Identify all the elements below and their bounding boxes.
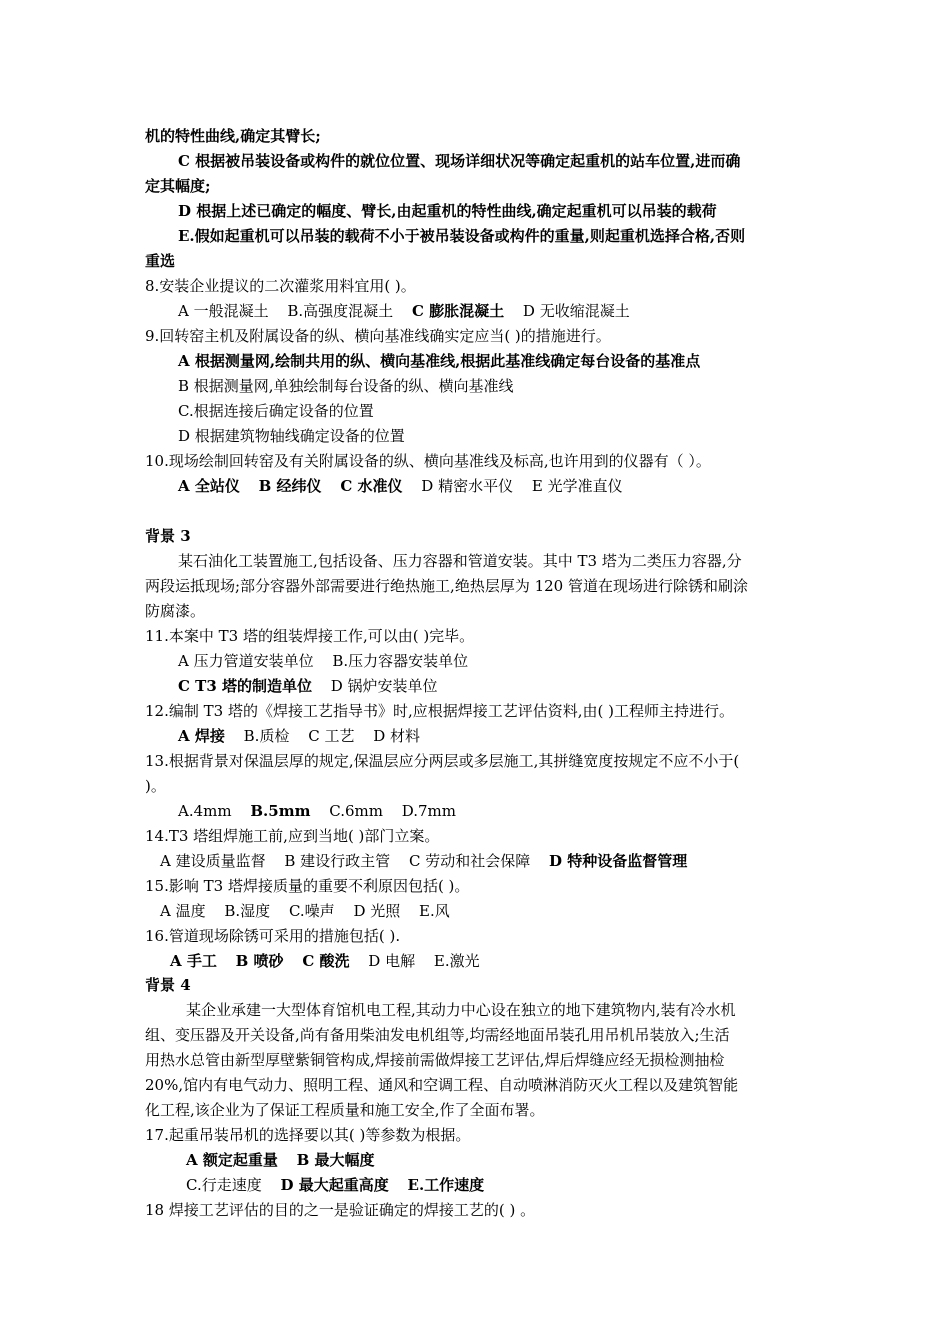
option-answer: C 膨胀混凝土 [411, 302, 505, 320]
paragraph-line: 某企业承建一大型体育馆机电工程,其动力中心设在独立的地下建筑物内,装有冷水机 [186, 1001, 736, 1019]
option-answer: A 根据测量网,绘制共用的纵、横向基准线,根据此基准线确定每台设备的基准点 [178, 352, 701, 370]
text-line: 定其幅度; [145, 177, 211, 195]
question-17: 17.起重吊装吊机的选择要以其( )等参数为根据。 [145, 1126, 471, 1144]
option: A 温度 [160, 902, 206, 920]
options-17 [186, 1148, 810, 1173]
option-answer: D 特种设备监督管理 [549, 852, 688, 870]
paragraph-line: 组、变压器及开关设备,尚有备用柴油发电机组等,均需经地面吊装孔用吊机吊装放入;生活 [145, 1026, 730, 1044]
option: D 无收缩混凝土 [522, 302, 630, 320]
option: B.湿度 [224, 902, 271, 920]
question-9: 9.回转窑主机及附属设备的纵、横向基准线确实定应当( )的措施进行。 [145, 327, 611, 345]
options-17 [186, 1173, 810, 1198]
option: C.6mm [329, 802, 383, 820]
option: B.质检 [243, 727, 290, 745]
paragraph-line: 某石油化工装置施工,包括设备、压力容器和管道安装。其中 T3 塔为二类压力容器,分 [178, 552, 742, 570]
option: D 精密水平仪 [421, 477, 514, 495]
option-answer: B.5mm [250, 802, 311, 820]
question-15: 15.影响 T3 塔焊接质量的重要不利原因包括( )。 [145, 877, 470, 895]
option-answer: A 手工 [170, 952, 217, 970]
options-16 [170, 949, 810, 974]
option: D 电解 [368, 952, 416, 970]
option-answer: A 焊接 [178, 727, 225, 745]
question-11: 11.本案中 T3 塔的组装焊接工作,可以由( )完毕。 [145, 627, 475, 645]
option-answer: C T3 塔的制造单位 [178, 677, 312, 695]
option-answer: A 额定起重量 [186, 1151, 278, 1169]
option: A 建设质量监督 [160, 852, 266, 870]
text-line: 机的特性曲线,确定其臂长; [145, 127, 321, 145]
section-heading: 背景 3 [145, 527, 191, 545]
option: B 建设行政主管 [284, 852, 391, 870]
paragraph-line: 防腐漆。 [145, 602, 206, 620]
option: B.压力容器安装单位 [332, 652, 469, 670]
paragraph-line: 两段运抵现场;部分容器外部需要进行绝热施工,绝热层厚为 120 管道在现场进行除锈和刷涂 [145, 577, 748, 595]
question-14: 14.T3 塔组焊施工前,应到当地( )部门立案。 [145, 827, 440, 845]
option: C.噪声 [288, 902, 335, 920]
option: C.行走速度 [186, 1176, 262, 1194]
option: E.激光 [433, 952, 480, 970]
text-line: 重选 [145, 252, 176, 270]
text-line: D 根据上述已确定的幅度、臂长,由起重机的特性曲线,确定起重机可以吊装的载荷 [178, 202, 717, 220]
question-10: 10.现场绘制回转窑及有关附属设备的纵、横向基准线及标高,也许用到的仪器有（ ）。 [145, 452, 711, 470]
option: B.高强度混凝土 [287, 302, 394, 320]
option-answer: B 最大幅度 [296, 1151, 375, 1169]
option-answer: E.工作速度 [407, 1176, 485, 1194]
option: C 工艺 [308, 727, 355, 745]
paragraph-line: 20%,馆内有电气动力、照明工程、通风和空调工程、自动喷淋消防灭火工程以及建筑智能 [145, 1076, 739, 1094]
option: E.风 [419, 902, 450, 920]
options-12 [178, 724, 810, 749]
options-13 [178, 799, 810, 824]
question-16: 16.管道现场除锈可采用的措施包括( ). [145, 927, 401, 945]
text-line: E.假如起重机可以吊装的载荷不小于被吊装设备或构件的重量,则起重机选择合格,否则 [178, 227, 746, 245]
option: A 压力管道安装单位 [178, 652, 314, 670]
options-10 [178, 474, 810, 499]
question-8: 8.安装企业提议的二次灌浆用料宜用( )。 [145, 277, 416, 295]
option-answer: C 水准仪 [340, 477, 403, 495]
option: D 根据建筑物轴线确定设备的位置 [178, 427, 405, 445]
options-14 [160, 849, 810, 874]
option: D 材料 [373, 727, 421, 745]
option-answer: B 经纬仪 [258, 477, 322, 495]
option-answer: C 酸洗 [302, 952, 350, 970]
option: A 一般混凝土 [178, 302, 269, 320]
option: A.4mm [178, 802, 232, 820]
option-answer: D 最大起重高度 [280, 1176, 389, 1194]
paragraph-line: 化工程,该企业为了保证工程质量和施工安全,作了全面布署。 [145, 1101, 545, 1119]
options-8 [178, 299, 810, 324]
paragraph-line: 用热水总管由新型厚壁紫铜管构成,焊接前需做焊接工艺评估,焊后焊缝应经无损检测抽检 [145, 1051, 725, 1069]
question-12: 12.编制 T3 塔的《焊接工艺指导书》时,应根据焊接工艺评估资料,由( )工程师主持进行。 [145, 702, 734, 720]
question-13: 13.根据背景对保温层厚的规定,保温层应分两层或多层施工,其拼缝宽度按规定不应不小于( [145, 752, 740, 770]
question-13-cont: )。 [145, 777, 166, 795]
option: D 锅炉安装单位 [330, 677, 438, 695]
option: D.7mm [401, 802, 456, 820]
options-11 [178, 649, 810, 674]
options-15 [160, 899, 810, 924]
option-answer: B 喷砂 [235, 952, 284, 970]
options-11 [178, 674, 810, 699]
option: E 光学准直仪 [531, 477, 623, 495]
option: C 劳动和社会保障 [408, 852, 531, 870]
option: C.根据连接后确定设备的位置 [178, 402, 374, 420]
option: B 根据测量网,单独绘制每台设备的纵、横向基准线 [178, 377, 514, 395]
question-18: 18 焊接工艺评估的目的之一是验证确定的焊接工艺的( ) 。 [145, 1201, 536, 1219]
option: D 光照 [353, 902, 401, 920]
text-line: C 根据被吊装设备或构件的就位位置、现场详细状况等确定起重机的站车位置,进而确 [178, 152, 741, 170]
section-heading: 背景 4 [145, 976, 191, 994]
option-answer: A 全站仪 [178, 477, 240, 495]
